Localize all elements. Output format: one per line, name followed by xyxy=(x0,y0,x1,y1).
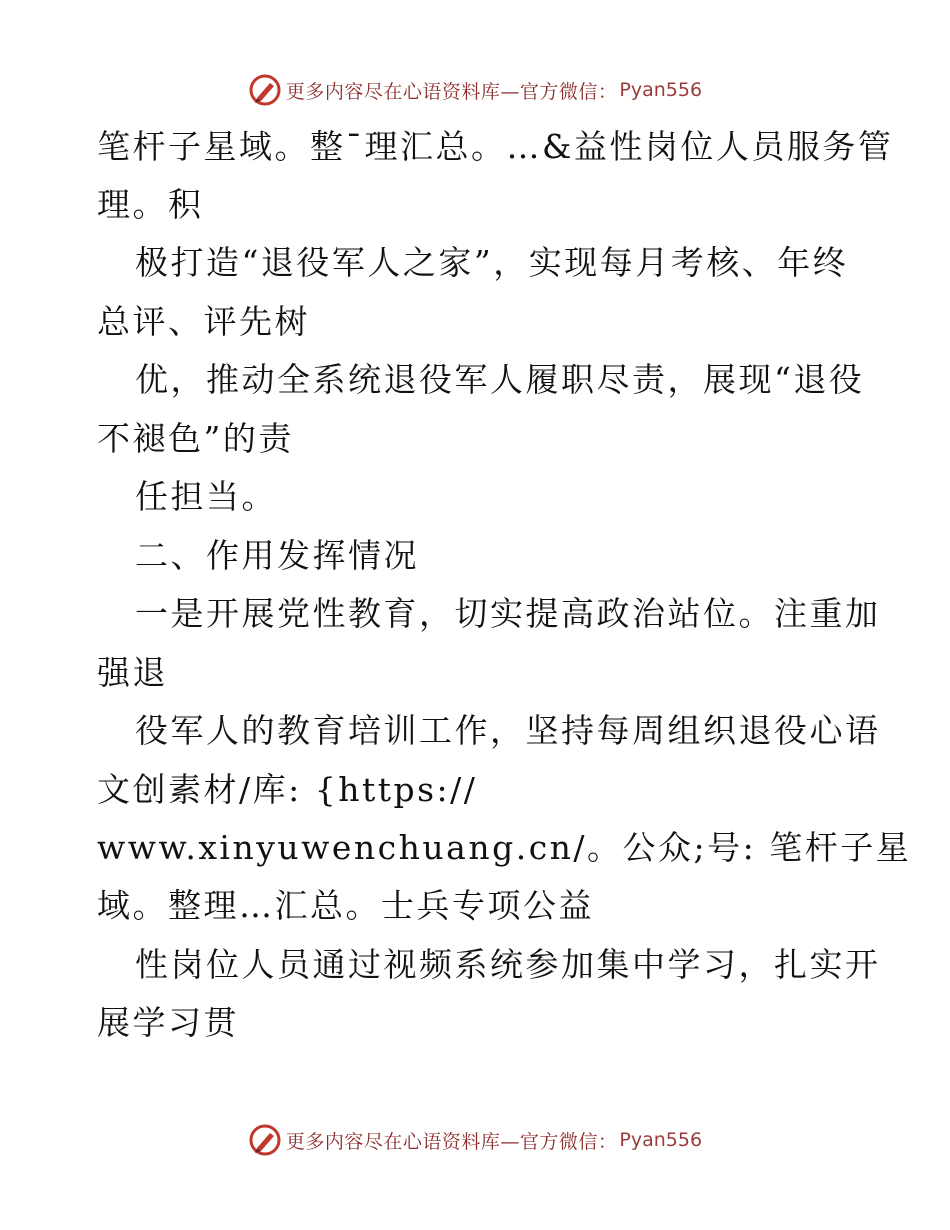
text-line: 理。积 xyxy=(97,185,204,224)
section-heading: 二、作用发挥情况 xyxy=(135,536,419,575)
text-line: 一是开展党性教育，切实提高政治站位。注重加 xyxy=(135,594,881,633)
text-line: 文创素材/库: {https:// xyxy=(97,770,478,809)
text-line: 笔杆子星域。整¯理汇总。…&益性岗位人员服务管 xyxy=(97,127,894,166)
text-line: 不褪色”的责 xyxy=(97,419,294,458)
header-banner-text: 更多内容尽在心语资料库—官方微信： xyxy=(285,80,618,103)
pen-logo-icon xyxy=(248,73,282,107)
header-wechat-id: Pyan556 xyxy=(619,79,703,101)
text-line: 总评、评先树 xyxy=(97,302,310,341)
text-line: 任担当。 xyxy=(135,477,277,516)
footer-banner xyxy=(0,1120,950,1160)
footer-banner-text: 更多内容尽在心语资料库—官方微信： xyxy=(285,1130,618,1153)
text-line: 役军人的教育培训工作，坚持每周组织退役心语 xyxy=(135,711,881,750)
text-line: 性岗位人员通过视频系统参加集中学习，扎实开 xyxy=(135,945,881,984)
header-banner xyxy=(0,70,950,110)
text-line: 强退 xyxy=(97,653,168,692)
footer-wechat-id: Pyan556 xyxy=(619,1129,703,1151)
text-line: 域。整理…汇总。士兵专项公益 xyxy=(97,886,594,925)
text-line: www.xinyuwenchuang.cn/。公众;号: 笔杆子星 xyxy=(97,828,912,867)
text-line: 优，推动全系统退役军人履职尽责，展现“退役 xyxy=(135,360,865,399)
text-line: 展学习贯 xyxy=(97,1003,239,1042)
pen-logo-icon xyxy=(248,1123,282,1157)
text-line: 极打造“退役军人之家”，实现每月考核、年终 xyxy=(135,243,849,282)
